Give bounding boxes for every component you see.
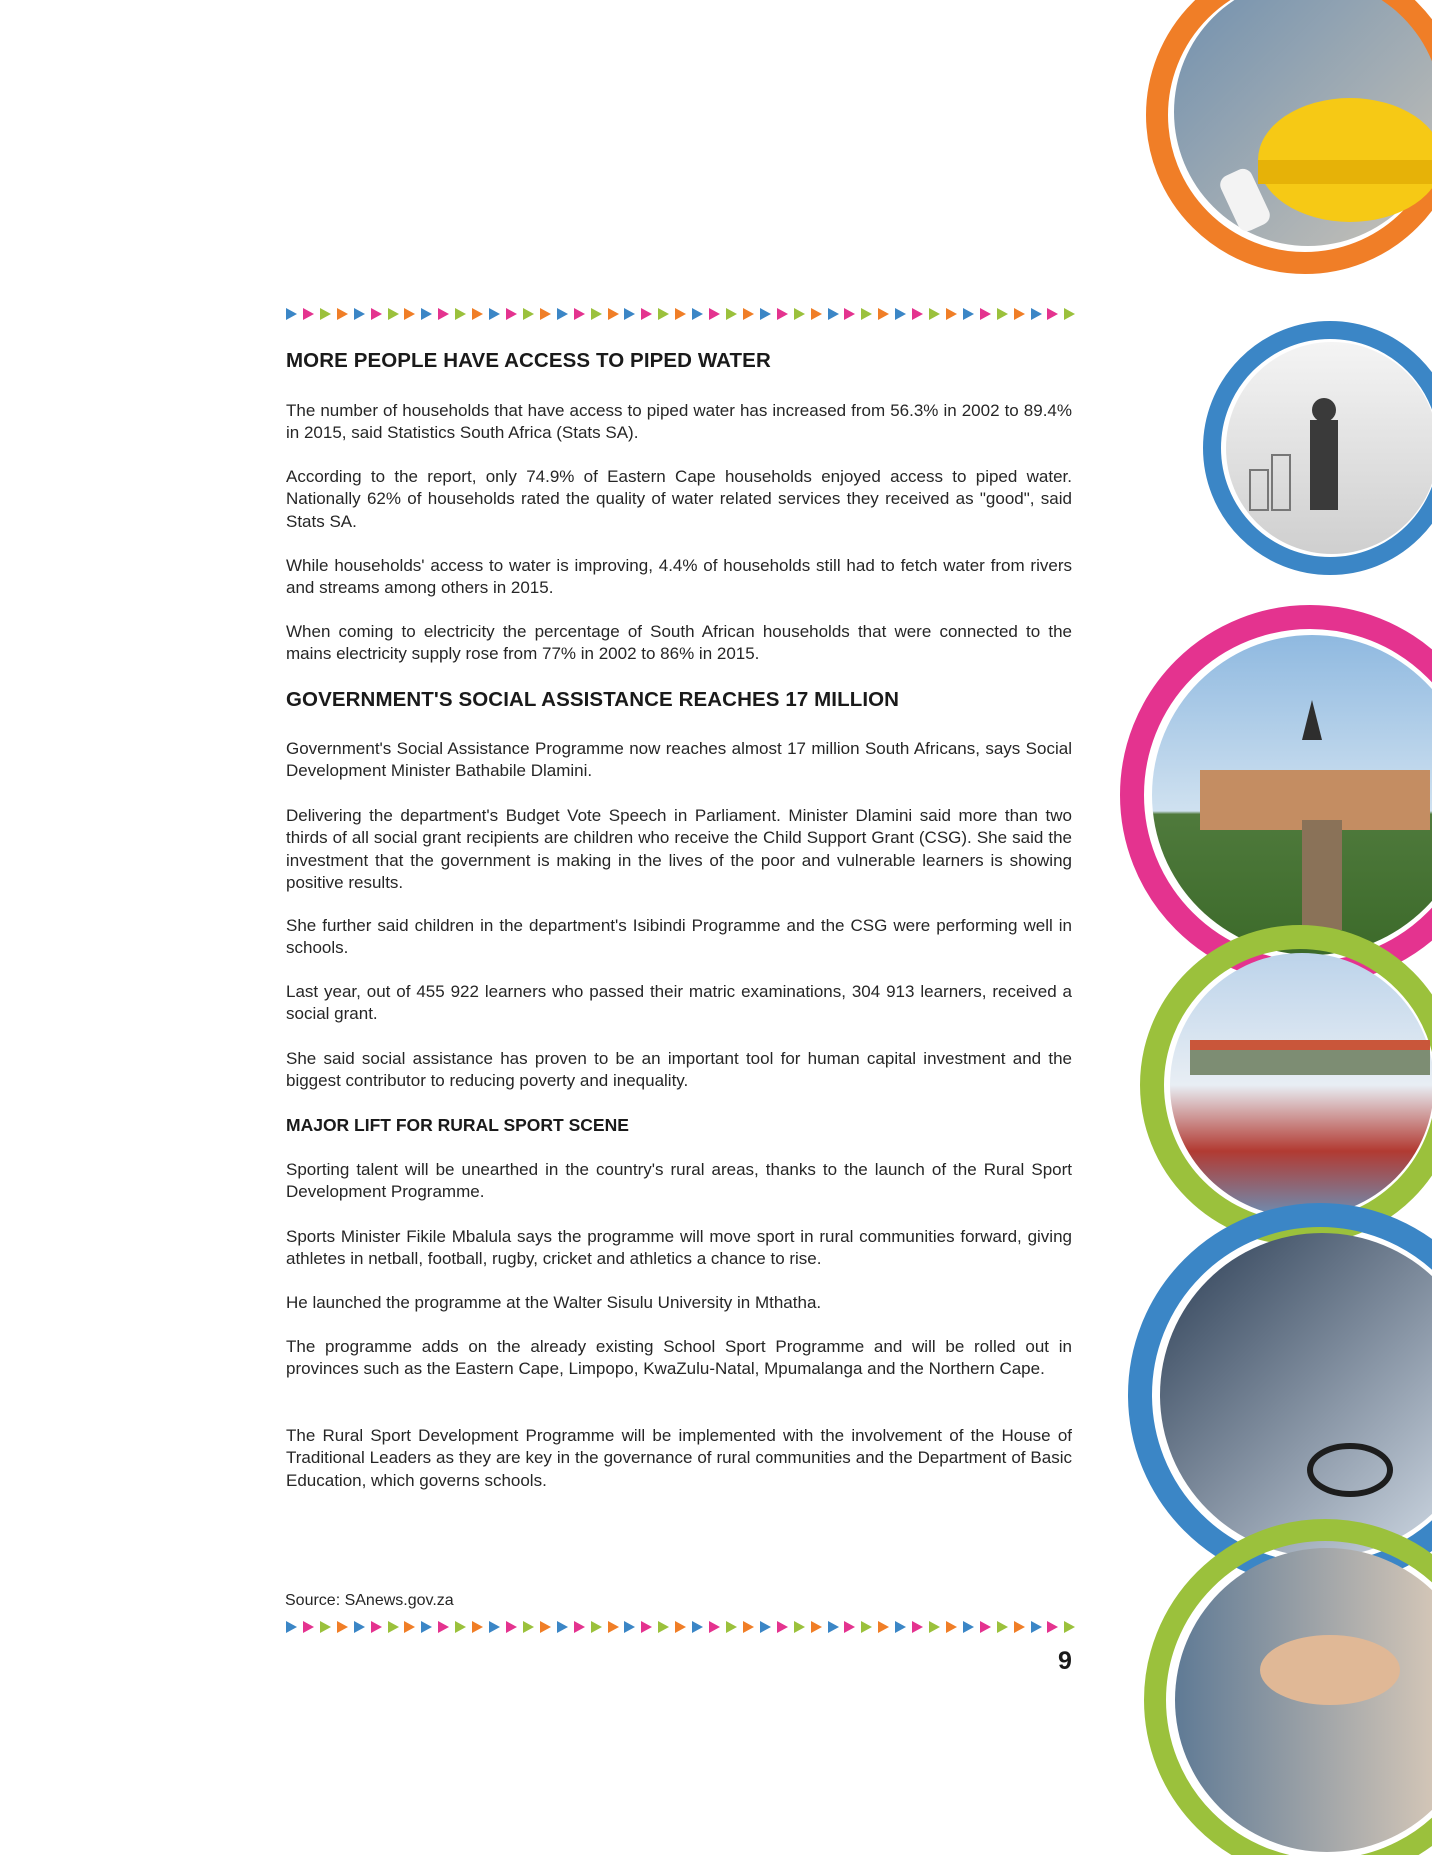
paragraph	[286, 915, 1072, 960]
arrow-marker-icon	[811, 308, 822, 320]
arrow-marker-icon	[675, 308, 686, 320]
arrow-marker-icon	[303, 308, 314, 320]
paragraph-text: The number of households that have access to piped water has increased from 56.3% in 2002 to 89.4% in 2015, said Statistics South Africa (Stats SA).	[286, 401, 1072, 443]
paragraph	[286, 1292, 1072, 1314]
arrow-marker-icon	[591, 1621, 602, 1633]
paragraph-text: Government's Social Assistance Programme now reaches almost 17 million South Africans, says Social Development Minister Bathabile Dlamini.	[286, 739, 1072, 781]
arrow-marker-icon	[371, 1621, 382, 1633]
paragraph-text: Sports Minister Fikile Mbalula says the programme will move sport in rural communities forward, giving athletes in netball, football, rugby, cricket and athletics a chance to rise.	[286, 1227, 1072, 1269]
arrow-marker-icon	[506, 308, 517, 320]
arrow-marker-icon	[557, 1621, 568, 1633]
arrow-marker-icon	[354, 1621, 365, 1633]
arrow-marker-icon	[540, 308, 551, 320]
arrow-marker-icon	[421, 308, 432, 320]
arrow-marker-icon	[946, 308, 957, 320]
arrow-marker-icon	[794, 308, 805, 320]
arrow-marker-icon	[929, 308, 940, 320]
arrow-marker-icon	[404, 1621, 415, 1633]
arrow-marker-icon	[438, 1621, 449, 1633]
arrow-marker-icon	[404, 308, 415, 320]
arrow-marker-icon	[777, 1621, 788, 1633]
arrow-marker-icon	[743, 1621, 754, 1633]
arrow-marker-icon	[844, 1621, 855, 1633]
arrow-marker-icon	[320, 1621, 331, 1633]
arrow-marker-icon	[557, 308, 568, 320]
paragraph-text: Delivering the department's Budget Vote Speech in Parliament. Minister Dlamini said more than two thirds of all social grant recipients are children who receive the Child Support Grant (CSG). She said the investment that the government is making in the lives of the poor and vulnerable learners is showing positive results.	[286, 806, 1072, 893]
arrow-marker-icon	[980, 1621, 991, 1633]
arrow-marker-icon	[743, 308, 754, 320]
arrow-marker-icon	[844, 308, 855, 320]
arrow-marker-icon	[811, 1621, 822, 1633]
arrow-marker-icon	[1014, 1621, 1025, 1633]
arrow-marker-icon	[624, 1621, 635, 1633]
arrow-marker-icon	[1064, 308, 1075, 320]
arrow-marker-icon	[760, 308, 771, 320]
section-heading: MAJOR LIFT FOR RURAL SPORT SCENE	[286, 1115, 629, 1135]
section-heading: MORE PEOPLE HAVE ACCESS TO PIPED WATER	[286, 349, 771, 372]
arrow-marker-icon	[641, 1621, 652, 1633]
arrow-marker-icon	[574, 308, 585, 320]
arrow-marker-icon	[692, 1621, 703, 1633]
arrow-marker-icon	[303, 1621, 314, 1633]
arrow-marker-icon	[286, 308, 297, 320]
paragraph-text: He launched the programme at the Walter Sisulu University in Mthatha.	[286, 1293, 822, 1312]
arrow-marker-icon	[658, 308, 669, 320]
arrow-marker-icon	[608, 308, 619, 320]
arrow-marker-icon	[472, 1621, 483, 1633]
arrow-marker-icon	[709, 1621, 720, 1633]
arrow-marker-icon	[980, 308, 991, 320]
arrow-marker-icon	[455, 308, 466, 320]
arrow-marker-icon	[489, 1621, 500, 1633]
arrow-marker-icon	[675, 1621, 686, 1633]
paragraph-text: Sporting talent will be unearthed in the country's rural areas, thanks to the launch of the Rural Sport Development Programme.	[286, 1160, 1072, 1202]
arrow-marker-icon	[320, 308, 331, 320]
paragraph-text: The Rural Sport Development Programme will be implemented with the involvement of the House of Traditional Leaders as they are key in the governance of rural communities and the Department of Basic Education, which governs schools.	[286, 1426, 1072, 1490]
paragraph	[286, 981, 1072, 1026]
arrow-marker-icon	[523, 1621, 534, 1633]
arrow-marker-icon	[1031, 1621, 1042, 1633]
arrow-marker-icon	[709, 308, 720, 320]
arrow-marker-icon	[506, 1621, 517, 1633]
paragraph-text: When coming to electricity the percentage of South African households that were connected to the mains electricity supply rose from 77% in 2002 to 86% in 2015.	[286, 622, 1072, 664]
arrow-marker-icon	[388, 1621, 399, 1633]
arrow-marker-icon	[895, 1621, 906, 1633]
arrow-marker-icon	[1031, 308, 1042, 320]
paragraph	[286, 555, 1072, 600]
arrow-marker-icon	[997, 1621, 1008, 1633]
paragraph-text: According to the report, only 74.9% of Eastern Cape households enjoyed access to piped water. Nationally 62% of households rated the quality of water related services they received as "good", said Stats SA.	[286, 467, 1072, 531]
paragraph-text: The programme adds on the already existing School Sport Programme and will be rolled out in provinces such as the Eastern Cape, Limpopo, KwaZulu-Natal, Mpumalanga and the Northern Cape.	[286, 1337, 1072, 1379]
paragraph	[286, 1159, 1072, 1204]
arrow-marker-icon	[540, 1621, 551, 1633]
paragraph	[286, 466, 1072, 533]
arrow-marker-icon	[794, 1621, 805, 1633]
paragraph	[286, 621, 1072, 666]
arrow-marker-icon	[1014, 308, 1025, 320]
arrow-marker-icon	[963, 308, 974, 320]
bottom-arrow-divider	[286, 1619, 1076, 1635]
arrow-marker-icon	[421, 1621, 432, 1633]
top-arrow-divider	[286, 306, 1076, 322]
paragraph	[286, 805, 1072, 895]
arrow-marker-icon	[472, 308, 483, 320]
arrow-marker-icon	[997, 308, 1008, 320]
arrow-marker-icon	[912, 308, 923, 320]
business-paperwork-photo	[1140, 1215, 1432, 1575]
section-rural-sport	[286, 1115, 1072, 1136]
arrow-marker-icon	[963, 1621, 974, 1633]
paragraph-text: Last year, out of 455 922 learners who passed their matric examinations, 304 913 learners, received a social grant.	[286, 982, 1072, 1024]
paragraph-text: While households' access to water is improving, 4.4% of households still had to fetch water from rivers and streams among others in 2015.	[286, 556, 1072, 598]
arrow-marker-icon	[929, 1621, 940, 1633]
arrow-marker-icon	[337, 308, 348, 320]
arrow-marker-icon	[1064, 1621, 1075, 1633]
arrow-marker-icon	[354, 308, 365, 320]
arrow-marker-icon	[861, 1621, 872, 1633]
arrow-marker-icon	[895, 308, 906, 320]
arrow-marker-icon	[658, 1621, 669, 1633]
arrow-marker-icon	[760, 1621, 771, 1633]
arrow-marker-icon	[861, 308, 872, 320]
arrow-marker-icon	[591, 308, 602, 320]
arrow-marker-icon	[337, 1621, 348, 1633]
arrow-marker-icon	[438, 308, 449, 320]
paragraph-text: She further said children in the department's Isibindi Programme and the CSG were performing well in schools.	[286, 916, 1072, 958]
arrow-marker-icon	[574, 1621, 585, 1633]
page-number: 9	[1058, 1647, 1072, 1675]
arrow-marker-icon	[726, 308, 737, 320]
arrow-marker-icon	[455, 1621, 466, 1633]
decorative-photo-strip	[1080, 0, 1432, 1855]
arrow-marker-icon	[726, 1621, 737, 1633]
paragraph	[286, 1226, 1072, 1271]
paragraph	[286, 1425, 1072, 1492]
arrow-marker-icon	[371, 308, 382, 320]
arrow-marker-icon	[523, 308, 534, 320]
construction-photo	[1157, 0, 1432, 263]
section-social-assistance	[286, 688, 1072, 712]
arrow-marker-icon	[946, 1621, 957, 1633]
paragraph-text: She said social assistance has proven to be an important tool for human capital investment and the biggest contributor to reducing poverty and inequality.	[286, 1049, 1072, 1091]
container-ship-photo	[1152, 937, 1432, 1233]
union-buildings-photo	[1132, 617, 1432, 973]
arrow-marker-icon	[777, 308, 788, 320]
arrow-marker-icon	[828, 308, 839, 320]
paragraph	[286, 1048, 1072, 1093]
arrow-marker-icon	[828, 1621, 839, 1633]
arrow-marker-icon	[624, 308, 635, 320]
arrow-marker-icon	[286, 1621, 297, 1633]
arrow-marker-icon	[878, 1621, 889, 1633]
arrow-marker-icon	[641, 308, 652, 320]
arrow-marker-icon	[388, 308, 399, 320]
arrow-marker-icon	[692, 308, 703, 320]
business-sketch-photo	[1212, 330, 1432, 566]
section-piped-water	[286, 349, 1072, 373]
handshake-photo	[1155, 1530, 1432, 1855]
paragraph	[286, 400, 1072, 445]
paragraph	[286, 1336, 1072, 1381]
arrow-marker-icon	[608, 1621, 619, 1633]
arrow-marker-icon	[489, 308, 500, 320]
source-credit: Source: SAnews.gov.za	[285, 1592, 454, 1609]
arrow-marker-icon	[912, 1621, 923, 1633]
arrow-marker-icon	[1047, 308, 1058, 320]
paragraph	[286, 738, 1072, 783]
arrow-marker-icon	[878, 308, 889, 320]
section-heading: GOVERNMENT'S SOCIAL ASSISTANCE REACHES 17 MILLION	[286, 688, 900, 711]
arrow-marker-icon	[1047, 1621, 1058, 1633]
